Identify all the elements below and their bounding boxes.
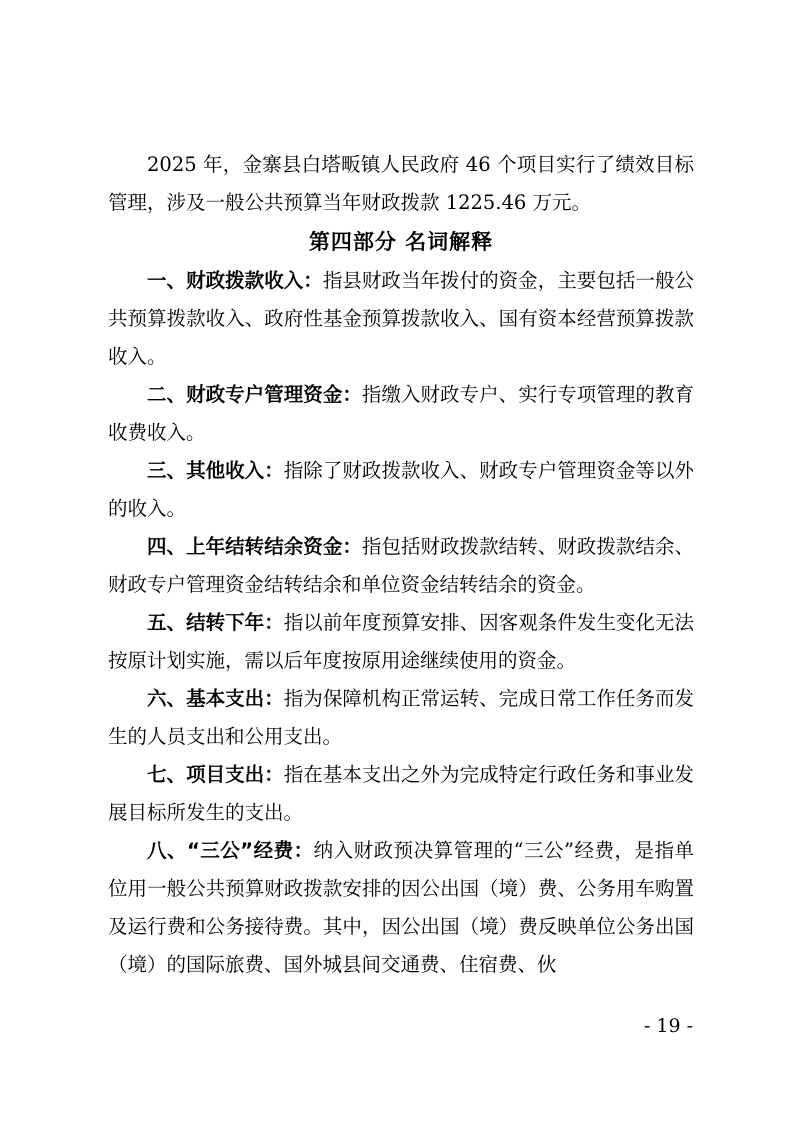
term-paragraph-4 [108,528,694,604]
term-label: 五、结转下年： [147,611,284,634]
term-definition: 指以前年度预算安排、因客观条件发生变化无法按原计划实施，需以后年度按原用途继续使用的资金。 [108,611,694,672]
term-definition: 指包括财政拨款结转、财政拨款结余、财政专户管理资金结转结余和单位资金结转结余的资金。 [108,535,694,596]
page-number: - 19 - [643,1015,693,1037]
term-paragraph-8 [108,832,694,984]
term-label: 二、财政专户管理资金： [147,383,362,406]
term-label: 一、财政拨款收入： [147,269,323,292]
document-body [108,146,694,984]
term-label: 七、项目支出： [147,763,284,786]
term-definition: 指缴入财政专户、实行专项管理的教育收费收入。 [108,383,694,444]
term-paragraph-6 [108,680,694,756]
term-paragraph-7 [108,756,694,832]
term-definition: 指除了财政拨款收入、财政专户管理资金等以外的收入。 [108,459,694,520]
term-label: 八、“三公”经费： [147,839,314,862]
term-label: 三、其他收入： [147,459,284,482]
intro-paragraph: 2025 年，金寨县白塔畈镇人民政府 46 个项目实行了绩效目标管理，涉及一般公共预算当年财政拨款 1225.46 万元。 [108,153,694,214]
term-paragraph-2 [108,376,694,452]
term-paragraph-3 [108,452,694,528]
term-definition: 纳入财政预决算管理的“三公”经费，是指单位用一般公共预算财政拨款安排的因公出国（境）费、公务用车购置及运行费和公务接待费。其中，因公出国（境）费反映单位公务出国（境）的国际旅费、国外城县间交通费、住宿费、伙 [108,839,694,976]
term-definition: 指在基本支出之外为完成特定行政任务和事业发展目标所发生的支出。 [108,763,694,824]
term-label: 六、基本支出： [147,687,284,710]
term-definition: 指县财政当年拨付的资金，主要包括一般公共预算拨款收入、政府性基金预算拨款收入、国有资本经营预算拨款收入。 [108,269,694,368]
section-title: 第四部分 名词解释 [308,230,494,254]
term-definition: 指为保障机构正常运转、完成日常工作任务而发生的人员支出和公用支出。 [108,687,694,748]
term-label: 四、上年结转结余资金： [147,535,362,558]
term-paragraph-5 [108,604,694,680]
term-paragraph-1 [108,262,694,376]
